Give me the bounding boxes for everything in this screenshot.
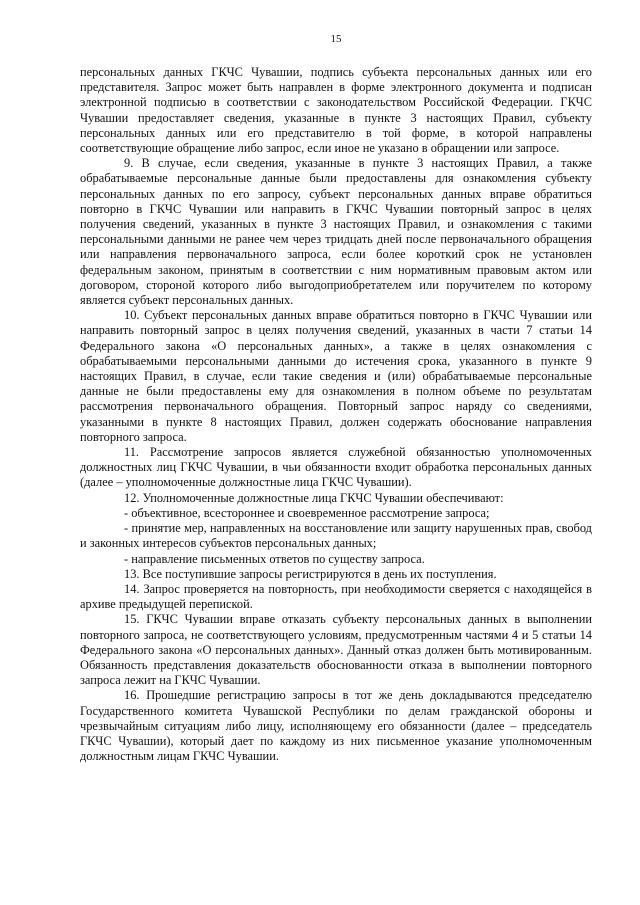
paragraph-14: 14. Запрос проверяется на повторность, при необходимости сверяется с находящейся в архиве предыдущей перепиской. [80,581,592,612]
document-body [80,65,592,764]
paragraph-12: 12. Уполномоченные должностные лица ГКЧС Чувашии обеспечивают: [124,490,504,505]
list-item: - направление письменных ответов по существу запроса. [124,551,425,566]
page-number: 15 [330,33,342,45]
list-item: - принятие мер, направленных на восстановление или защиту нарушенных прав, свобод и законных интересов субъектов персональных данных; [80,521,592,551]
paragraph-9: 9. В случае, если сведения, указанные в пункте 3 настоящих Правил, а также обрабатываемые персональные данные были предоставлены для ознакомления субъекту персональных данных по его запросу, субъект персональных данных вправе обратиться повторно в ГКЧС Чувашии или направить в ГКЧС Чувашии повторный запрос в целях получения сведений, указанных в пункте 3 настоящих Правил, и ознакомления с такими персональными данными не ранее чем через тридцать дней после первоначального обращения или направления первоначального запроса, если более короткий срок не установлен федеральным законом, принятым в соответствии с ним нормативным правовым актом или договором, стороной которого либо выгодоприобретателем или поручителем по которому является субъект персональных данных. [80,156,592,308]
paragraph-15: 15. ГКЧС Чувашии вправе отказать субъекту персональных данных в выполнении повторного запроса, не соответствующего условиям, предусмотренным частями 4 и 5 статьи 14 Федерального закона «О персональных данных». Данный отказ должен быть мотивированным. Обязанность представления доказательств обоснованности отказа в выполнении повторного запроса лежит на ГКЧС Чувашии. [80,612,592,688]
paragraph-11: 11. Рассмотрение запросов является служебной обязанностью уполномоченных должностных лиц ГКЧС Чувашии, в чьи обязанности входит обработка персональных данных (далее – уполномоченные должностные лица ГКЧС Чувашии). [80,445,592,490]
paragraph-16: 16. Прошедшие регистрацию запросы в тот же день докладываются председателю Государственного комитета Чувашской Республики по делам гражданской обороны и чрезвычайным ситуациям либо лицу, исполняющему его обязанности (далее – председатель ГКЧС Чувашии), который дает по каждому из них письменное указание уполномоченным должностным лицам ГКЧС Чувашии. [80,688,592,764]
paragraph-13: 13. Все поступившие запросы регистрируются в день их поступления. [124,566,497,581]
paragraph-10: 10. Субъект персональных данных вправе обратиться повторно в ГКЧС Чувашии или направить повторный запрос в целях получения сведений, указанных в части 7 статьи 14 Федерального закона «О персональных данных», а также в целях ознакомления с обрабатываемыми персональными данными до истечения срока, указанного в пункте 9 настоящих Правил, в случае, если такие сведения и (или) обрабатываемые персональные данные не были предоставлены ему для ознакомления в полном объеме по результатам рассмотрения первоначального обращения. Повторный запрос наряду со сведениями, указанными в пункте 8 настоящих Правил, должен содержать обоснование направления повторного запроса. [80,308,592,444]
paragraph-continuation: персональных данных ГКЧС Чувашии, подпись субъекта персональных данных или его представителя. Запрос может быть направлен в форме электронного документа и подписан электронной подписью в соответствии с законодательством Российской Федерации. ГКЧС Чувашии предоставляет сведения, указанные в пункте 3 настоящих Правил, субъекту персональных данных или его представителю в той форме, в которой направлены соответствующие обращение либо запрос, если иное не указано в обращении или запросе. [80,65,592,156]
list-item: - объективное, всестороннее и своевременное рассмотрение запроса; [124,505,490,520]
